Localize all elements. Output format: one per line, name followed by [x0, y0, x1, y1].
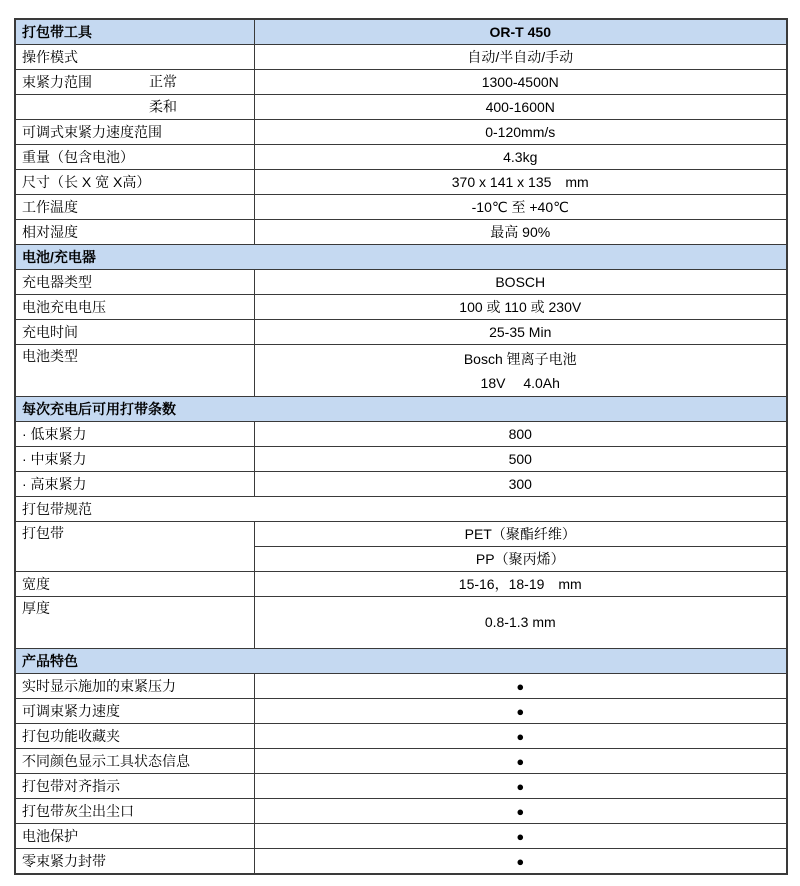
spec-sublabel: 正常 [149, 73, 177, 90]
spec-value-cell: 0-120mm/s [254, 120, 787, 145]
feature-label-cell: 电池保护 [15, 824, 254, 849]
feature-dot-cell [254, 799, 787, 824]
spec-row [15, 270, 787, 295]
filled-dot-icon: ● [516, 853, 525, 869]
feature-dot-cell [254, 724, 787, 749]
feature-dot-cell [254, 849, 787, 875]
spec-row-strap-material [15, 522, 787, 547]
filled-dot-icon: ● [516, 778, 525, 794]
spec-value-cell: 500 [254, 447, 787, 472]
spec-row [15, 170, 787, 195]
spec-label-cell: 打包带 [15, 522, 254, 572]
feature-row [15, 799, 787, 824]
spec-value-cell: 15-16，18-19 mm [254, 572, 787, 597]
spec-value-cell: 370 x 141 x 135 mm [254, 170, 787, 195]
spec-label-cell: 操作模式 [15, 45, 254, 70]
spec-row [15, 422, 787, 447]
spec-value-cell: 0.8-1.3 mm [254, 597, 787, 649]
spec-row [15, 472, 787, 497]
feature-row [15, 674, 787, 699]
section-title: 每次充电后可用打带条数 [15, 397, 787, 422]
feature-label-cell: 打包功能收藏夹 [15, 724, 254, 749]
spec-row [15, 120, 787, 145]
feature-label-cell: 打包带对齐指示 [15, 774, 254, 799]
feature-dot-cell [254, 699, 787, 724]
filled-dot-icon: ● [516, 803, 525, 819]
feature-row [15, 724, 787, 749]
section-title: 产品特色 [15, 649, 787, 674]
spec-value-cell: BOSCH [254, 270, 787, 295]
spec-value-cell: 最高 90% [254, 220, 787, 245]
feature-row [15, 699, 787, 724]
spec-value-cell: 800 [254, 422, 787, 447]
feature-label-cell: 打包带灰尘出尘口 [15, 799, 254, 824]
spec-row [15, 295, 787, 320]
feature-dot-cell [254, 824, 787, 849]
spec-label-cell: 工作温度 [15, 195, 254, 220]
feature-label-cell: 不同颜色显示工具状态信息 [15, 749, 254, 774]
section-header-straps-per-charge [15, 397, 787, 422]
spec-label-cell: 重量（包含电池） [15, 145, 254, 170]
section-title: 电池/充电器 [15, 245, 787, 270]
spec-label-cell: · 中束紧力 [15, 447, 254, 472]
section-header-product-features [15, 649, 787, 674]
section-header-battery-charger [15, 245, 787, 270]
feature-label-cell: 可调束紧力速度 [15, 699, 254, 724]
table-header-row [15, 19, 787, 45]
spec-value-cell: 25-35 Min [254, 320, 787, 345]
feature-label-cell: 零束紧力封带 [15, 849, 254, 875]
spec-row [15, 220, 787, 245]
feature-row [15, 774, 787, 799]
spec-label-cell: 电池充电电压 [15, 295, 254, 320]
spec-row-battery-type [15, 345, 787, 397]
spec-value-cell: 400-1600N [254, 95, 787, 120]
feature-dot-cell [254, 774, 787, 799]
battery-type-line2: 18V 4.0Ah [480, 374, 560, 391]
spec-row [15, 70, 787, 95]
spec-value-cell: 4.3kg [254, 145, 787, 170]
spec-label-cell: 尺寸（长 X 宽 X高） [15, 170, 254, 195]
feature-label-cell: 实时显示施加的束紧压力 [15, 674, 254, 699]
strap-specification-label: 打包带规范 [15, 497, 787, 522]
feature-row [15, 849, 787, 875]
spec-row [15, 572, 787, 597]
feature-row [15, 824, 787, 849]
spec-value-cell: PET（聚酯纤维） [254, 522, 787, 547]
spec-sublabel: 柔和 [149, 98, 177, 115]
spec-label-cell: 宽度 [15, 572, 254, 597]
spec-label-cell: 电池类型 [15, 345, 254, 397]
spec-label-cell: · 高束紧力 [15, 472, 254, 497]
spec-label-cell: 充电器类型 [15, 270, 254, 295]
spec-label: 束紧力范围 [22, 73, 92, 90]
filled-dot-icon: ● [516, 703, 525, 719]
filled-dot-icon: ● [516, 828, 525, 844]
spec-value-cell: 300 [254, 472, 787, 497]
spec-label-cell: · 低束紧力 [15, 422, 254, 447]
feature-dot-cell [254, 674, 787, 699]
spec-value-cell: PP（聚丙烯） [254, 547, 787, 572]
spec-row [15, 95, 787, 120]
spec-row-thickness [15, 597, 787, 649]
filled-dot-icon: ● [516, 678, 525, 694]
strap-specification-row [15, 497, 787, 522]
spec-row [15, 320, 787, 345]
spec-value-cell: -10℃ 至 +40℃ [254, 195, 787, 220]
feature-row [15, 749, 787, 774]
spec-table [14, 18, 788, 875]
spec-value-cell: 1300-4500N [254, 70, 787, 95]
spec-label-cell: 厚度 [15, 597, 254, 649]
spec-row [15, 195, 787, 220]
filled-dot-icon: ● [516, 728, 525, 744]
filled-dot-icon: ● [516, 753, 525, 769]
tool-type-header: 打包带工具 [15, 19, 254, 45]
spec-label-cell: 可调式束紧力速度范围 [15, 120, 254, 145]
spec-label-cell [15, 95, 254, 120]
spec-label-cell [15, 70, 254, 95]
spec-value-cell: 自动/半自动/手动 [254, 45, 787, 70]
spec-label-cell: 充电时间 [15, 320, 254, 345]
spec-row [15, 145, 787, 170]
feature-dot-cell [254, 749, 787, 774]
spec-value-cell [254, 345, 787, 397]
spec-value-cell: 100 或 110 或 230V [254, 295, 787, 320]
spec-row [15, 45, 787, 70]
spec-label-cell: 相对湿度 [15, 220, 254, 245]
spec-row [15, 447, 787, 472]
battery-type-line1: Bosch 锂离子电池 [463, 350, 577, 367]
model-header: OR-T 450 [254, 19, 787, 45]
